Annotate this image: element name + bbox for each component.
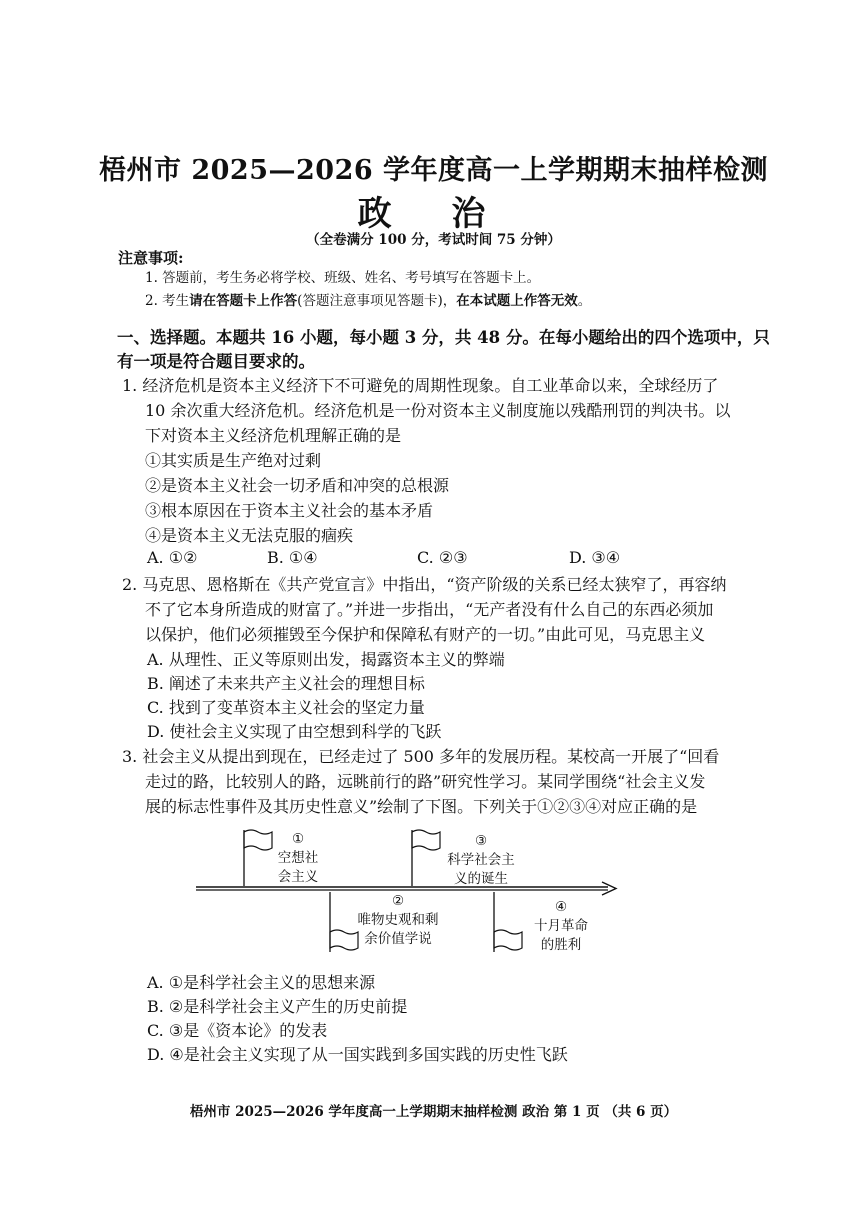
q2-stem-line2: 不了它本身所造成的财富了。”并进一步指出，“无产者没有什么自己的东西必须加 <box>145 600 714 619</box>
flag-4 <box>494 930 522 950</box>
timeline-text-2b: 余价值学说 <box>364 931 432 947</box>
q3-option-a[interactable]: A. ①是科学社会主义的思想来源 <box>147 973 376 992</box>
q3-option-b[interactable]: B. ②是科学社会主义产生的历史前提 <box>147 997 408 1016</box>
timeline-text-2a: 唯物史观和剩 <box>357 912 439 928</box>
notice-item-2 <box>145 289 591 309</box>
timeline-label-4 <box>526 898 596 955</box>
timeline-text-3b: 义的诞生 <box>454 871 508 887</box>
q2-stem-line3: 以保护，他们必须摧毁至今保护和保障私有财产的一切。”由此可见，马克思主义 <box>145 625 706 644</box>
timeline-label-1 <box>266 830 330 887</box>
notice-item-2-part: 2. 考生 <box>145 293 190 309</box>
timeline-text-1b: 会主义 <box>277 869 319 885</box>
q1-stem-line3: 下对资本主义经济危机理解正确的是 <box>145 426 402 445</box>
timeline-num-1: ① <box>291 831 305 847</box>
timeline-num-2: ② <box>391 893 405 909</box>
subject-title: 政 治 <box>357 194 510 234</box>
timeline-num-3: ③ <box>474 833 488 849</box>
q2-option-b[interactable]: B. 阐述了未来共产主义社会的理想目标 <box>147 674 425 693</box>
q1-option-b[interactable]: B. ①④ <box>267 548 318 567</box>
notice-item-2-bold: 在本试题上作答无效 <box>456 293 578 309</box>
timeline-text-4a: 十月革命 <box>534 918 588 934</box>
timeline-num-4: ④ <box>554 899 568 915</box>
q3-stem-line3: 展的标志性事件及其历史性意义”绘制了下图。下列关于①②③④对应正确的是 <box>145 797 698 816</box>
timeline-text-1a: 空想社 <box>277 850 319 866</box>
q2-option-c[interactable]: C. 找到了变革资本主义社会的坚定力量 <box>147 698 425 717</box>
socialism-timeline <box>190 820 630 960</box>
notice-item-2-part: (答题注意事项见答题卡)， <box>297 293 457 309</box>
q1-statement-4: ④是资本主义无法克服的痼疾 <box>145 526 354 545</box>
page-footer: 梧州市 2025—2026 学年度高一上学期期末抽样检测 政治 第 1 页 （共 6 页） <box>189 1104 678 1120</box>
q1-stem-line2: 10 余次重大经济危机。经济危机是一份对资本主义制度施以残酷刑罚的判决书。以 <box>145 401 731 420</box>
q2-option-d[interactable]: D. 使社会主义实现了由空想到科学的飞跃 <box>147 722 442 741</box>
notice-heading: 注意事项: <box>118 249 184 267</box>
q3-option-c[interactable]: C. ③是《资本论》的发表 <box>147 1021 328 1040</box>
timeline-label-2 <box>350 892 446 949</box>
q1-option-c[interactable]: C. ②③ <box>417 548 468 567</box>
exam-title: 梧州市 2025—2026 学年度高一上学期期末抽样检测 <box>98 155 769 186</box>
timeline-text-3a: 科学社会主 <box>447 852 515 868</box>
q2-stem-line1: 2. 马克思、恩格斯在《共产党宣言》中指出，“资产阶级的关系已经太狭窄了，再容纳 <box>122 575 727 594</box>
q3-stem-line2: 走过的路，比较别人的路，远眺前行的路”研究性学习。某同学围绕“社会主义发 <box>145 772 706 791</box>
q1-option-a[interactable]: A. ①② <box>147 548 198 567</box>
q2-option-a[interactable]: A. 从理性、正义等原则出发，揭露资本主义的弊端 <box>147 650 505 669</box>
q1-stem-line1: 1. 经济危机是资本主义经济下不可避免的周期性现象。自工业革命以来，全球经历了 <box>122 376 719 395</box>
exam-note: （全卷满分 100 分，考试时间 75 分钟） <box>306 232 561 248</box>
q3-option-d[interactable]: D. ④是社会主义实现了从一国实践到多国实践的历史性飞跃 <box>147 1045 568 1064</box>
notice-item-1: 1. 答题前，考生务必将学校、班级、姓名、考号填写在答题卡上。 <box>145 270 541 286</box>
timeline-label-3 <box>436 832 526 889</box>
timeline-text-4b: 的胜利 <box>540 937 582 953</box>
timeline-arrowhead <box>602 882 616 895</box>
q1-statement-2: ②是资本主义社会一切矛盾和冲突的总根源 <box>145 476 450 495</box>
section-heading-line1: 一、选择题。本题共 16 小题，每小题 3 分，共 48 分。在每小题给出的四个选项中，只 <box>117 328 770 347</box>
q1-option-d[interactable]: D. ③④ <box>569 548 621 567</box>
section-heading-line2: 有一项是符合题目要求的。 <box>117 352 315 371</box>
notice-item-2-bold: 请在答题卡上作答 <box>189 293 298 309</box>
q1-statement-1: ①其实质是生产绝对过剩 <box>145 451 322 470</box>
q3-stem-line1: 3. 社会主义从提出到现在，已经走过了 500 多年的发展历程。某校高一开展了“回看 <box>122 747 720 766</box>
notice-item-2-part: 。 <box>577 293 592 309</box>
q1-statement-3: ③根本原因在于资本主义社会的基本矛盾 <box>145 501 434 520</box>
